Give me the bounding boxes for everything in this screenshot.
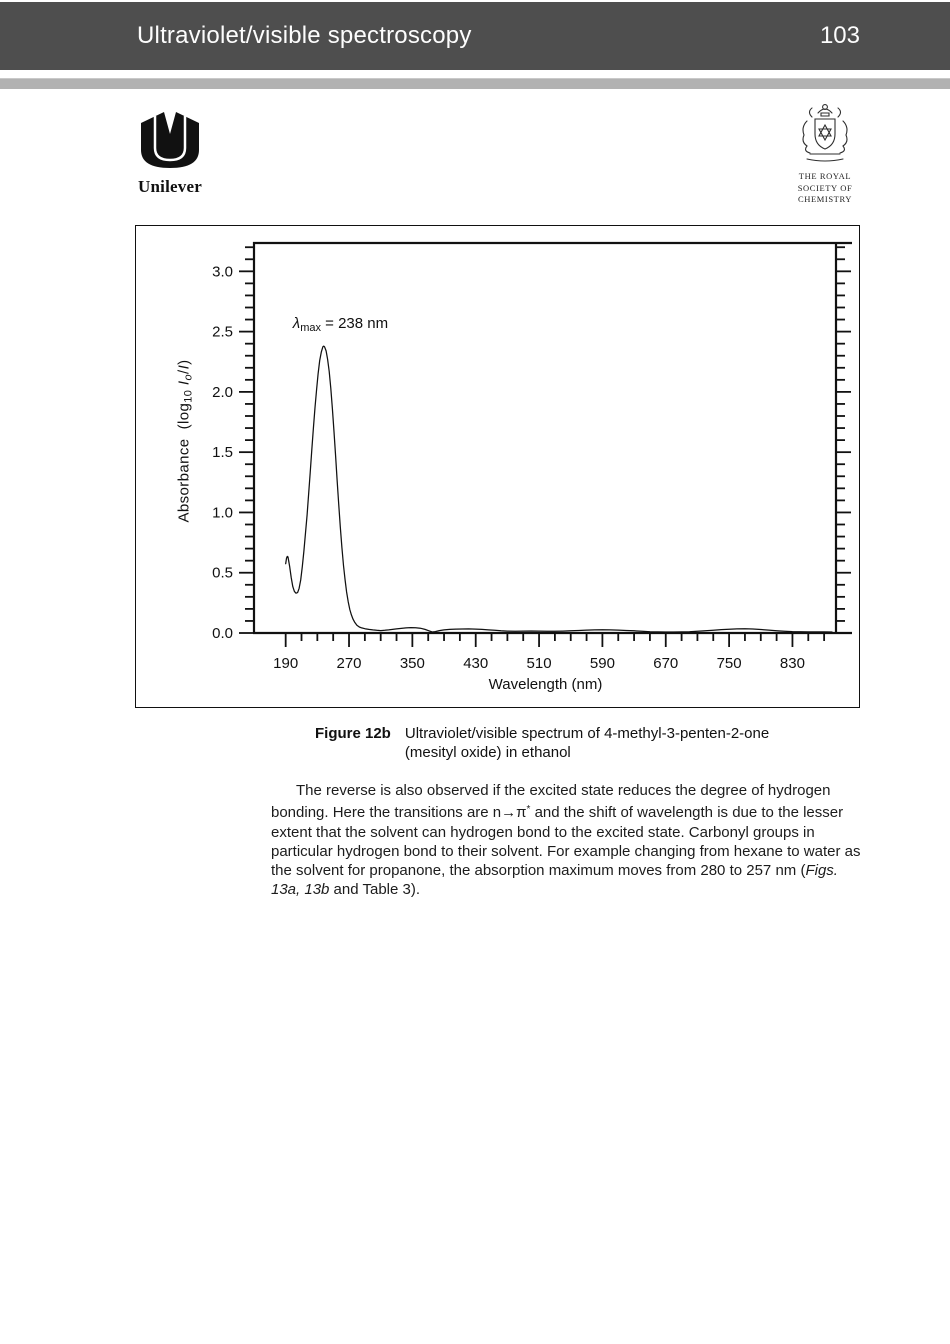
y-tick-label: 0.0 — [212, 625, 233, 642]
x-tick-label: 430 — [463, 655, 489, 672]
x-tick-label: 270 — [336, 655, 362, 672]
y-tick-label: 1.0 — [212, 504, 233, 522]
spectrum-curve — [286, 346, 832, 632]
x-axis-label: Wavelength (nm) — [488, 676, 603, 693]
rsc-line-1: THE ROYAL — [798, 171, 852, 181]
x-tick-label: 670 — [653, 655, 679, 672]
page-number: 103 — [819, 22, 860, 49]
y-tick-label: 2.5 — [212, 323, 233, 341]
rsc-coat-of-arms-icon — [798, 102, 852, 164]
rsc-line-2: SOCIETY OF — [797, 182, 853, 193]
unilever-wordmark: Unilever — [138, 177, 202, 196]
x-tick-label: 190 — [273, 655, 299, 672]
x-tick-label: 830 — [779, 655, 805, 672]
y-tick-label: 2.0 — [212, 383, 233, 401]
x-tick-label: 350 — [399, 655, 425, 672]
lambda-max-annotation: $\lambda_{max} = 238$ nm — [292, 315, 389, 335]
logos-row — [137, 108, 860, 206]
body-paragraph: The reverse is also observed if the excited state reduces the degree of hydrogen bonding. Here the transitions are n→π* and the shift of wavelength is due to the lesser extent that the solvent can hydrogen bond to the excited state. Carbonyl groups in particular hydrogen bond to their solvent. For example changing from hexane to water as the solvent for propanone, the absorption maximum moves from 280 to 257 nm (Figs. 13a, 13b and Table 3). — [271, 782, 861, 899]
y-axis-label: Absorbance ($\log_{10}$ $I_o/I$) — [175, 359, 195, 523]
x-tick-label: 590 — [589, 655, 615, 672]
page-header — [0, 2, 950, 70]
rsc-line-3: CHEMISTRY — [797, 194, 853, 204]
unilever-logo — [137, 108, 203, 197]
figure-caption — [315, 724, 950, 762]
x-tick-label: 750 — [716, 655, 742, 672]
spectrum-chart-svg — [136, 226, 858, 706]
rsc-wordmark — [790, 171, 860, 206]
figure-caption-line1: Ultraviolet/visible spectrum of 4-methyl-3-penten-2-one — [404, 725, 770, 742]
divider-bar — [0, 78, 950, 89]
figure-caption-text — [405, 724, 769, 762]
figure-caption-label: Figure 12b — [315, 725, 391, 742]
x-tick-label: 510 — [526, 655, 552, 672]
y-tick-label: 1.5 — [212, 444, 233, 462]
y-tick-label: 3.0 — [212, 263, 233, 281]
page-title: Ultraviolet/visible spectroscopy — [137, 22, 472, 49]
y-tick-label: 0.5 — [212, 564, 233, 582]
figure-12b-chart — [135, 225, 860, 708]
rsc-logo — [790, 102, 860, 206]
unilever-double-u-icon — [137, 108, 203, 170]
figure-caption-line2: (mesityl oxide) in ethanol — [404, 744, 571, 761]
